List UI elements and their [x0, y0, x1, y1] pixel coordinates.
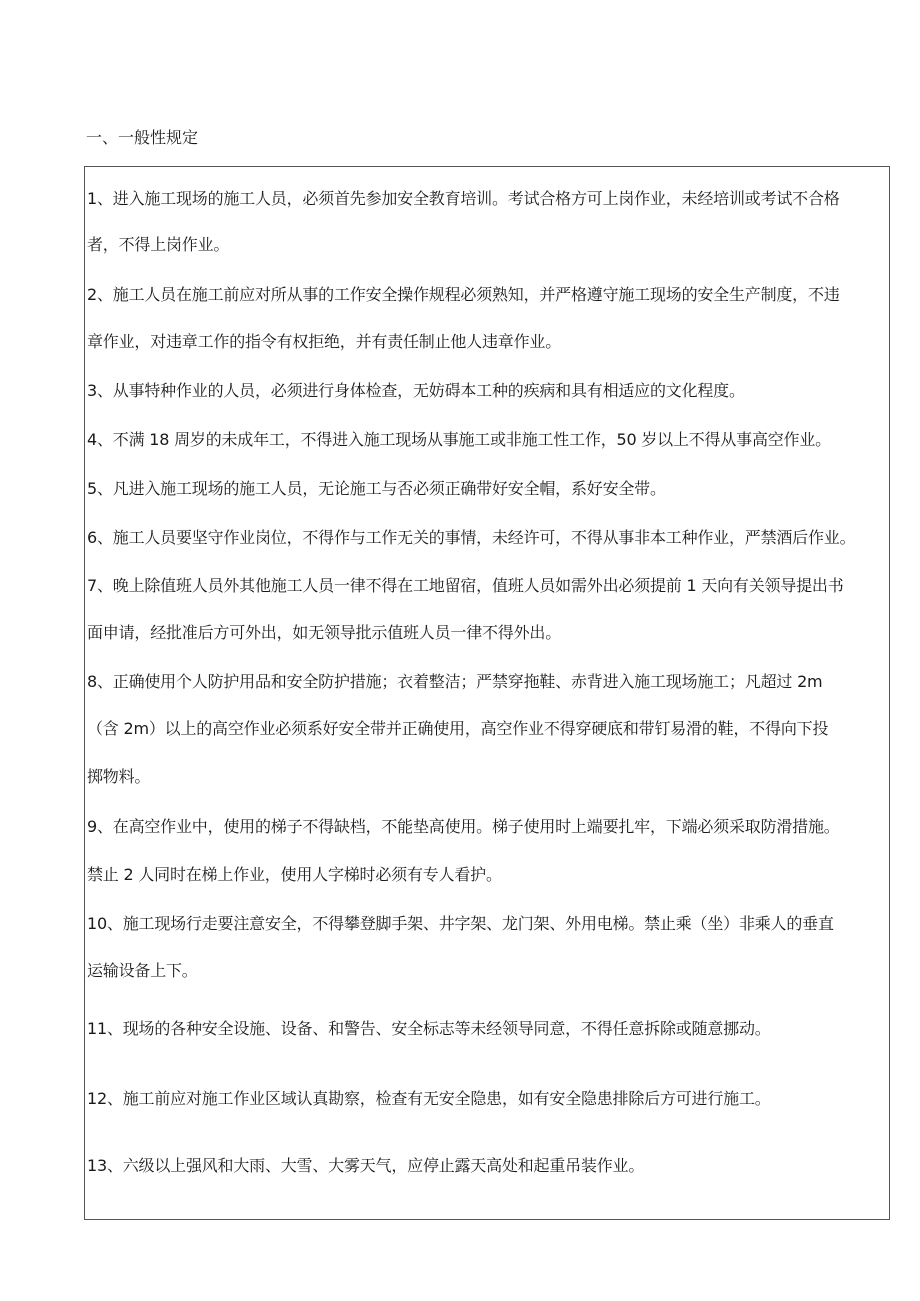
rule-8-line-3: 掷物料。: [87, 767, 151, 786]
rule-2-line-1: 2、施工人员在施工前应对所从事的工作安全操作规程必须熟知，并严格遵守施工现场的安全生产制度，不违: [87, 285, 840, 304]
rule-3-line-1: 3、从事特种作业的人员，必须进行身体检查，无妨碍本工种的疾病和具有相适应的文化程度。: [87, 381, 745, 400]
rule-1-line-1: 1、进入施工现场的施工人员，必须首先参加安全教育培训。考试合格方可上岗作业，未经培训或考试不合格: [87, 189, 840, 208]
rule-9-line-2: 禁止 2 人同时在梯上作业，使用人字梯时必须有专人看护。: [87, 865, 502, 884]
rule-13-line-1: 13、六级以上强风和大雨、大雪、大雾天气，应停止露天高处和起重吊装作业。: [87, 1156, 645, 1175]
rule-11-line-1: 11、现场的各种安全设施、设备、和警告、安全标志等未经领导同意，不得任意拆除或随意挪动。: [87, 1019, 771, 1038]
rule-6-line-1: 6、施工人员要坚守作业岗位，不得作与工作无关的事情，未经许可，不得从事非本工种作业，严禁酒后作业。: [87, 528, 856, 547]
rule-7-line-1: 7、晚上除值班人员外其他施工人员一律不得在工地留宿，值班人员如需外出必须提前 1 天向有关领导提出书: [87, 576, 844, 595]
rule-10-line-1: 10、施工现场行走要注意安全，不得攀登脚手架、井字架、龙门架、外用电梯。禁止乘（坐）非乘人的垂直: [87, 914, 834, 933]
section-title: 一、一般性规定: [86, 128, 199, 147]
rule-8-line-2: （含 2m）以上的高空作业必须系好安全带并正确使用，高空作业不得穿硬底和带钉易滑的鞋，不得向下投: [87, 719, 829, 738]
rule-8-line-1: 8、正确使用个人防护用品和安全防护措施；衣着整洁；严禁穿拖鞋、赤背进入施工现场施工；凡超过 2m: [87, 672, 823, 691]
rule-4-line-1: 4、不满 18 周岁的未成年工，不得进入施工现场从事施工或非施工性工作，50 岁以上不得从事高空作业。: [87, 430, 831, 449]
rule-12-line-1: 12、施工前应对施工作业区域认真勘察，检查有无安全隐患，如有安全隐患排除后方可进行施工。: [87, 1089, 771, 1108]
rule-10-line-2: 运输设备上下。: [87, 961, 198, 980]
rule-7-line-2: 面申请，经批准后方可外出，如无领导批示值班人员一律不得外出。: [87, 623, 562, 642]
rule-2-line-2: 章作业，对违章工作的指令有权拒绝，并有责任制止他人违章作业。: [87, 332, 562, 351]
rule-9-line-1: 9、在高空作业中，使用的梯子不得缺档，不能垫高使用。梯子使用时上端要扎牢，下端必须采取防滑措施。: [87, 817, 840, 836]
rule-5-line-1: 5、凡进入施工现场的施工人员，无论施工与否必须正确带好安全帽，系好安全带。: [87, 479, 666, 498]
rule-1-line-2: 者，不得上岗作业。: [87, 235, 230, 254]
